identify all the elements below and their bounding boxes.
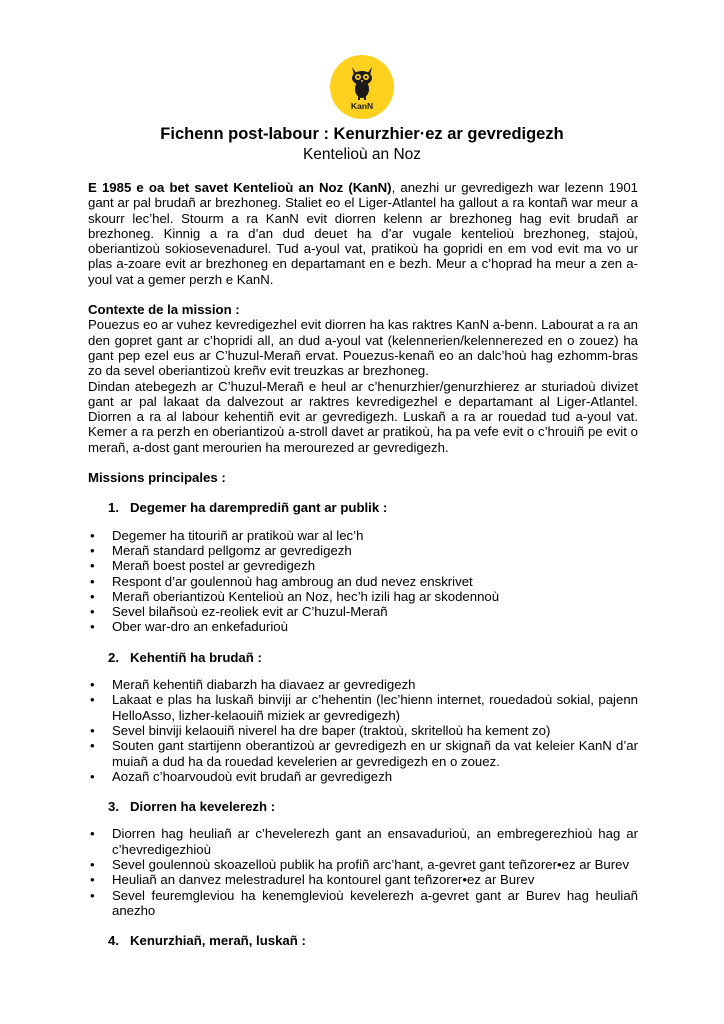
bullet-icon: • <box>90 558 95 574</box>
list-item: • Merañ standard pellgomz ar gevredigezh <box>90 542 352 558</box>
bullet-icon: • <box>90 768 95 784</box>
bullet-icon: • <box>90 619 95 635</box>
bullet-icon: • <box>90 677 95 693</box>
bullet-icon: • <box>90 722 95 738</box>
list-item: • Merañ kehentiñ diabarzh ha diavaez ar gevredigezh <box>90 677 416 693</box>
bullet-icon: • <box>90 887 95 903</box>
list-item: • Sevel bilañsoù ez-reoliek evit ar C’huzul-Merañ <box>90 604 388 620</box>
mission-section-heading <box>88 799 638 814</box>
bullet-icon: • <box>90 573 95 589</box>
section-title: Diorren ha kevelerezh : <box>130 799 276 815</box>
bullet-icon: • <box>90 738 95 754</box>
intro-paragraph <box>88 180 638 287</box>
mission-list <box>88 528 638 635</box>
list-item: • Aozañ c’hoarvoudoù evit brudañ ar gevredigezh <box>90 768 393 784</box>
page-title: Fichenn post-labour : Kenurzhier·ez ar gevredigezh <box>160 125 564 143</box>
bullet-icon: • <box>90 692 95 708</box>
section-title: Degemer ha daremprediñ gant ar publik : <box>130 500 388 516</box>
bullet-icon: • <box>90 826 95 842</box>
context-paragraph-2: Dindan atebegezh ar C’huzul-Merañ e heul ar c’henurzhier/genurzhierez ar sturiadoù divizet gant ar pal lakaat da dalvezout ar raktres kevredigezhel e departamant al Liger-Atlantel. Diorren a ra al labour kehentiñ evit ar gevredigezh. Luskañ a ra ar rouedad tud a-youl vat. Kemer a ra perzh en oberiantizoù a-stroll davet ar pratikoù, ha pa vefe evit o c’hrouiñ pe evit o merañ, a-dost gant merourien ha merourezed ar gevredigezh. <box>88 378 638 455</box>
list-item: • Sevel goulennoù skoazelloù publik ha profiñ arc’hant, a-gevret gant teñzorer•ez ar Burev <box>90 856 630 872</box>
bullet-icon: • <box>90 542 95 558</box>
section-title: Kehentiñ ha brudañ : <box>130 649 262 665</box>
logo-text: KanN <box>350 101 374 111</box>
section-title: Kenurzhiañ, merañ, luskañ : <box>130 933 306 949</box>
list-item: • Sevel feuremgleviou ha kenemglevioù kevelerezh a-gevret gant ar Burev hag heuliañ anezho <box>90 887 638 918</box>
section-number: 1. <box>108 500 119 516</box>
mission-section-heading <box>88 650 638 665</box>
missions-heading: Missions principales : <box>88 470 226 486</box>
list-item: • Merañ boest postel ar gevredigezh <box>90 558 316 574</box>
bullet-icon: • <box>90 527 95 543</box>
list-item: • Respont d’ar goulennoù hag ambroug an dud nevez enskrivet <box>90 573 473 589</box>
intro-text: , anezhi ur gevredigezh war lezenn 1901 gant ar pal brudañ ar brezhoneg. Staliet eo el Liger-Atlantel ha gallout a ra kontañ war meur a skourr lec’hel. Stourm a ra KanN evit diorren kelenn ar brezhoneg hag evit brudañ ar brezhoneg. Kinnig a ra d’an dud deuet ha d’ar vugale kentelioù brezhoneg, stajoù, oberiantizoù sokiosevenadurel. Tud a-youl vat, pratikoù ha gopridi en em vod evit ma vo ur plas a-zoare evit ar brezhoneg en departamant en e bezh. Meur a c’hoprad ha meur a zen a-youl vat a gemer perzh e KanN. <box>88 180 638 287</box>
list-item: • Sevel binviji kelaouiñ niverel ha dre baper (traktoù, skritelloù ha kement zo) <box>90 722 551 738</box>
mission-section-heading <box>88 500 638 515</box>
section-number: 3. <box>108 799 119 815</box>
bullet-icon: • <box>90 604 95 620</box>
kann-logo <box>330 55 394 119</box>
section-number: 4. <box>108 933 119 949</box>
page-subtitle: Kentelioù an Noz <box>302 146 422 163</box>
list-item: • Merañ oberiantizoù Kentelioù an Noz, hec’h izili hag ar skodennoù <box>90 588 500 604</box>
mission-list <box>88 677 638 784</box>
list-item: • Souten gant startijenn oberantizoù ar gevredigezh en ur skignañ da vat keleier KanN d’ar muiañ a dud ha da rouedad kevelerien ar gevredigezh en o zouez. <box>90 738 638 769</box>
section-number: 2. <box>108 649 119 665</box>
bullet-icon: • <box>90 588 95 604</box>
mission-section-heading <box>88 933 638 948</box>
list-item: • Diorren hag heuliañ ar c’hevelerezh gant an ensavadurioù, an embregerezhioù hag ar c’hevredigezhioù <box>90 826 638 857</box>
context-heading: Contexte de la mission : <box>88 302 240 318</box>
intro-bold: E 1985 e oa bet savet Kentelioù an Noz (KanN) <box>88 180 392 195</box>
list-item: • Degemer ha titouriñ ar pratikoù war al lec’h <box>90 527 364 543</box>
bullet-icon: • <box>90 856 95 872</box>
context-paragraph-1: Pouezus eo ar vuhez kevredigezhel evit diorren ha kas raktres KanN a-benn. Labourat a ra an den gopret gant ar c’hopridi all, an dud a-youl vat (kelennerien/kelennerezed en o zouez) ha gant pep ezel eus ar C’huzul-Merañ ervat. Pouezus-kenañ eo an dalc’hoù hag ezhomm-bras zo da sevel oberiantizoù kreñv evit treuzkas ar brezhoneg. <box>88 317 638 379</box>
document-body <box>88 180 638 960</box>
list-item: • Heuliañ an danvez melestradurel ha kontourel gant teñzorer•ez ar Burev <box>90 872 535 888</box>
bullet-icon: • <box>90 872 95 888</box>
list-item: • Ober war-dro an enkefadurioù <box>90 619 288 635</box>
list-item: • Lakaat e plas ha luskañ binviji ar c’hehentin (lec’hienn internet, rouedadoù sokial, pajenn HelloAsso, lizher-kelaouiñ miziek ar gevredigezh) <box>90 692 638 723</box>
mission-list <box>88 826 638 918</box>
